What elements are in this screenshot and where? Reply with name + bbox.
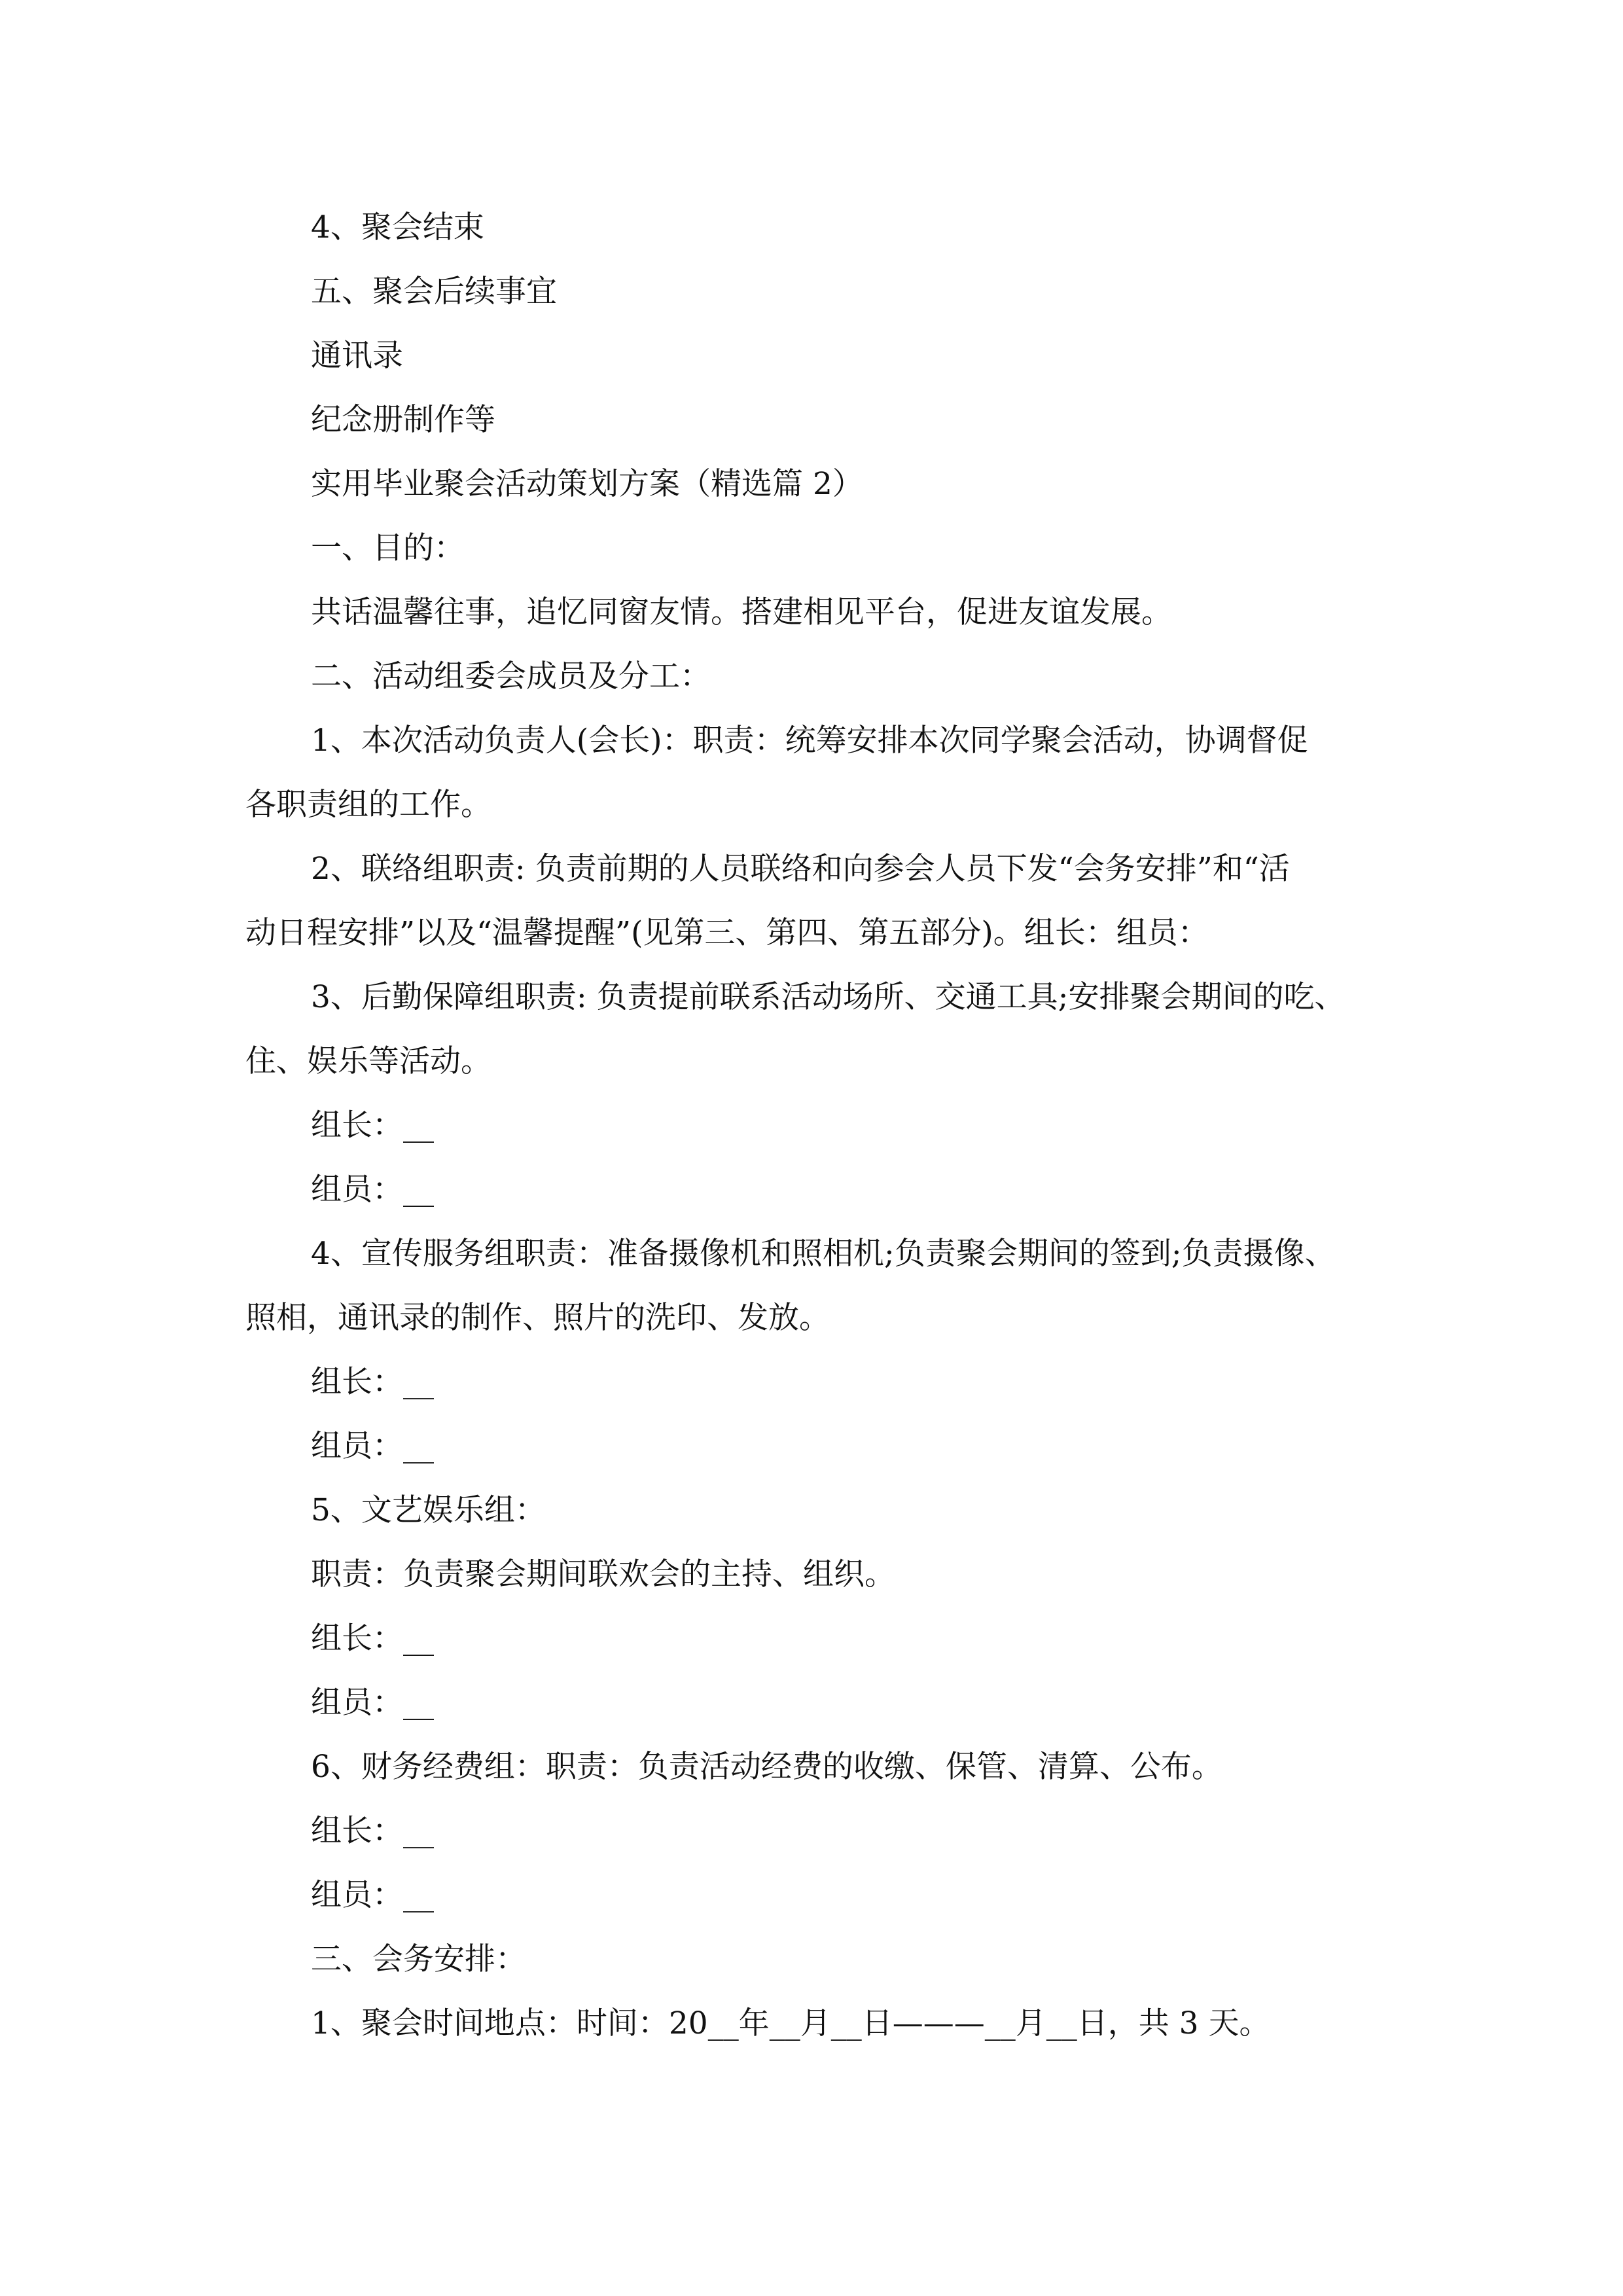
paragraph-time-place: 1、聚会时间地点：时间：20__年__月__日———__月__日，共 3 天。: [311, 2005, 1270, 2041]
section-heading-purpose: 一、目的：: [311, 530, 465, 566]
field-group-member: 组员：__: [311, 1877, 434, 1913]
field-group-member: 组员：__: [311, 1685, 434, 1721]
paragraph-finance: 6、财务经费组：职责：负责活动经费的收缴、保管、清算、公布。: [311, 1749, 1222, 1785]
paragraph-directory: 通讯录: [311, 338, 403, 374]
paragraph-leader-line1: 1、本次活动负责人(会长)：职责：统筹安排本次同学聚会活动，协调督促: [311, 723, 1308, 759]
field-group-leader: 组长：__: [311, 1364, 434, 1400]
paragraph-publicity-line1: 4、宣传服务组职责：准备摄像机和照相机;负责聚会期间的签到;负责摄像、: [311, 1236, 1336, 1272]
paragraph-logistics-line2: 住、娱乐等活动。: [245, 1043, 491, 1079]
paragraph-purpose: 共话温馨往事，追忆同窗友情。搭建相见平台，促进友谊发展。: [311, 594, 1172, 630]
section-heading-arrangement: 三、会务安排：: [311, 1941, 526, 1977]
field-group-leader: 组长：__: [311, 1813, 434, 1849]
paragraph-logistics-line1: 3、后勤保障组职责: 负责提前联系活动场所、交通工具;安排聚会期间的吃、: [311, 979, 1346, 1015]
section-heading-followup: 五、聚会后续事宜: [311, 274, 557, 310]
field-group-leader: 组长：__: [311, 1621, 434, 1657]
list-item-party-end: 4、聚会结束: [311, 209, 484, 245]
paragraph-leader-line2: 各职责组的工作。: [245, 787, 491, 823]
paragraph-memorial-book: 纪念册制作等: [311, 402, 495, 438]
field-group-leader: 组长：__: [311, 1107, 434, 1143]
document-title: 实用毕业聚会活动策划方案（精选篇 2）: [311, 466, 863, 502]
field-group-member: 组员：__: [311, 1172, 434, 1208]
paragraph-contact-line2: 动日程安排”以及“温馨提醒”(见第三、第四、第五部分)。组长：组员：: [245, 915, 1209, 951]
paragraph-entertainment: 5、文艺娱乐组：: [311, 1492, 546, 1528]
paragraph-contact-line1: 2、联络组职责: 负责前期的人员联络和向参会人员下发“会务安排”和“活: [311, 851, 1290, 887]
field-group-member: 组员：__: [311, 1428, 434, 1464]
section-heading-committee: 二、活动组委会成员及分工：: [311, 658, 711, 694]
paragraph-publicity-line2: 照相，通讯录的制作、照片的洗印、发放。: [245, 1300, 830, 1336]
paragraph-entertainment-duty: 职责：负责聚会期间联欢会的主持、组织。: [311, 1556, 895, 1592]
